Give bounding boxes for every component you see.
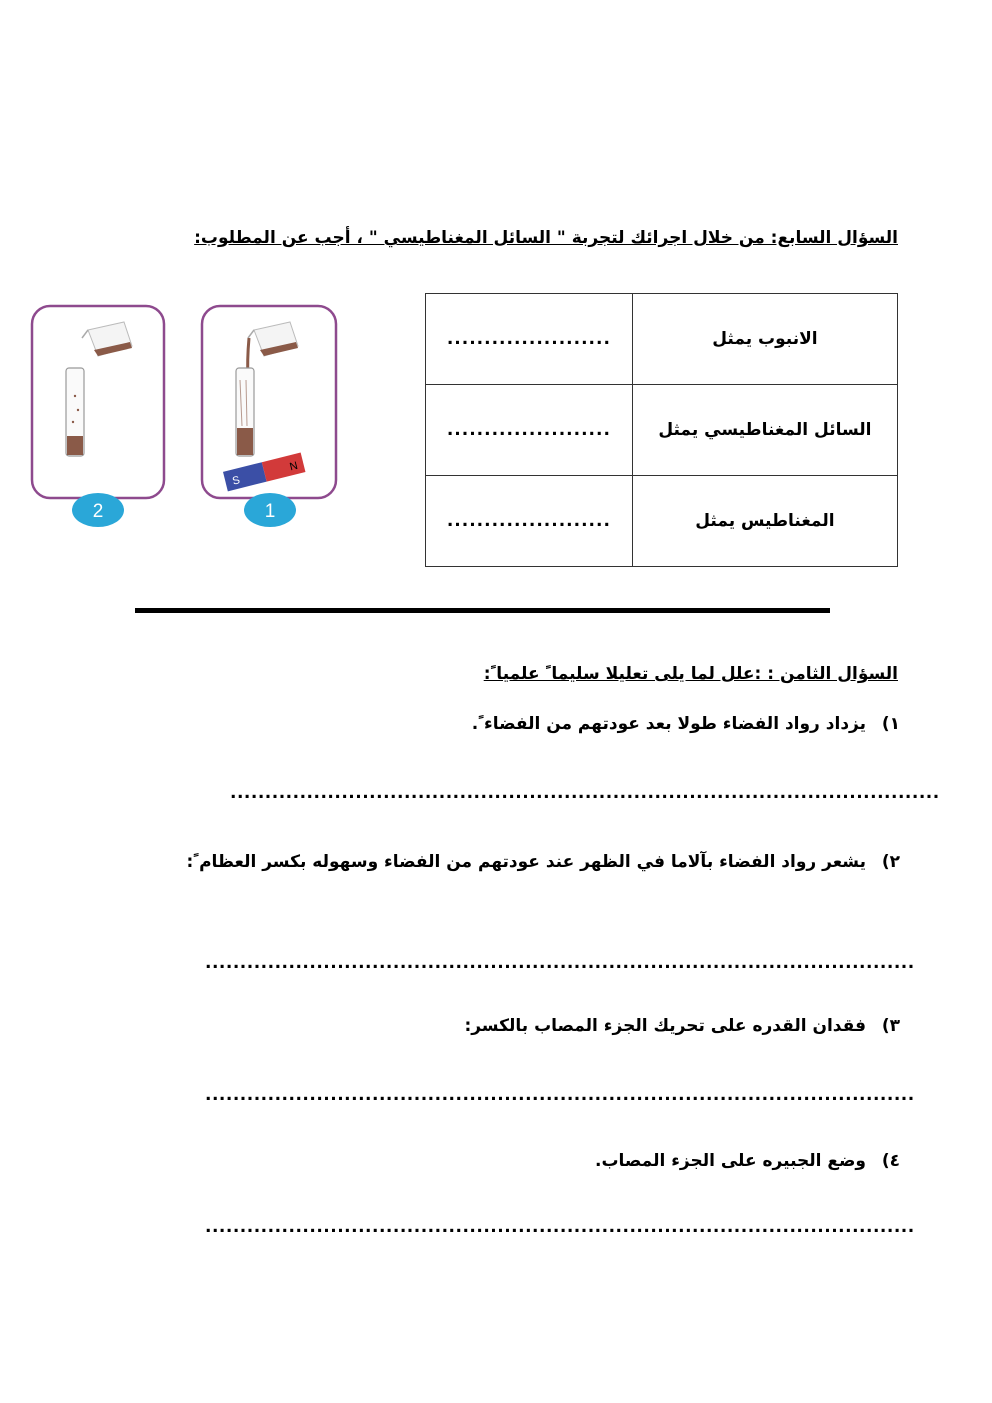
item-number: ٣) bbox=[881, 1016, 900, 1036]
figure-1 bbox=[202, 306, 336, 527]
q8-item-3 bbox=[246, 1011, 900, 1041]
answer-line-1[interactable]: ...................................................................................................... bbox=[230, 783, 940, 803]
badge-1-number: 1 bbox=[264, 501, 276, 522]
item-text: وضع الجبيره على الجزء المصاب. bbox=[595, 1151, 866, 1171]
row-label: المغناطيس يمثل bbox=[632, 476, 897, 567]
answer-line-2[interactable]: ...................................................................................................... bbox=[205, 953, 915, 973]
table-row bbox=[426, 476, 898, 567]
q7-answer-table bbox=[425, 293, 898, 567]
item-number: ١) bbox=[881, 714, 900, 734]
svg-text:S: S bbox=[231, 474, 242, 488]
q8-item-1 bbox=[246, 709, 900, 739]
q7-title: السؤال السابع: من خلال اجرائك لتجربة " السائل المغناطيسي " ، أجب عن المطلوب: bbox=[194, 228, 898, 248]
table-row bbox=[426, 294, 898, 385]
answer-blank[interactable]: ...................... bbox=[426, 294, 633, 385]
badge-2-number: 2 bbox=[92, 501, 104, 522]
answer-blank[interactable]: ...................... bbox=[426, 385, 633, 476]
item-text: فقدان القدره على تحريك الجزء المصاب بالكسر: bbox=[464, 1016, 866, 1036]
answer-line-4[interactable]: ...................................................................................................... bbox=[205, 1217, 915, 1237]
section-divider bbox=[135, 608, 830, 613]
item-number: ٤) bbox=[881, 1151, 900, 1171]
q8-item-4 bbox=[246, 1146, 900, 1176]
q8-item-2 bbox=[186, 847, 900, 877]
item-text: يشعر رواد الفضاء بآلاما في الظهر عند عودتهم من الفضاء وسهوله بكسر العظام ً: bbox=[186, 852, 866, 872]
table-row bbox=[426, 385, 898, 476]
answer-blank[interactable]: ...................... bbox=[426, 476, 633, 567]
answer-line-3[interactable]: ...................................................................................................... bbox=[205, 1085, 915, 1105]
figure-2 bbox=[32, 306, 164, 527]
q8-title: السؤال الثامن : :علل لما يلى تعليلا سليما ً علميا ً: bbox=[483, 664, 898, 684]
svg-text:N: N bbox=[288, 459, 300, 474]
item-number: ٢) bbox=[881, 852, 900, 872]
experiment-figures bbox=[28, 300, 348, 532]
row-label: الانبوب يمثل bbox=[632, 294, 897, 385]
row-label: السائل المغناطيسي يمثل bbox=[632, 385, 897, 476]
item-text: يزداد رواد الفضاء طولا بعد عودتهم من الفضاء ً. bbox=[471, 714, 866, 734]
